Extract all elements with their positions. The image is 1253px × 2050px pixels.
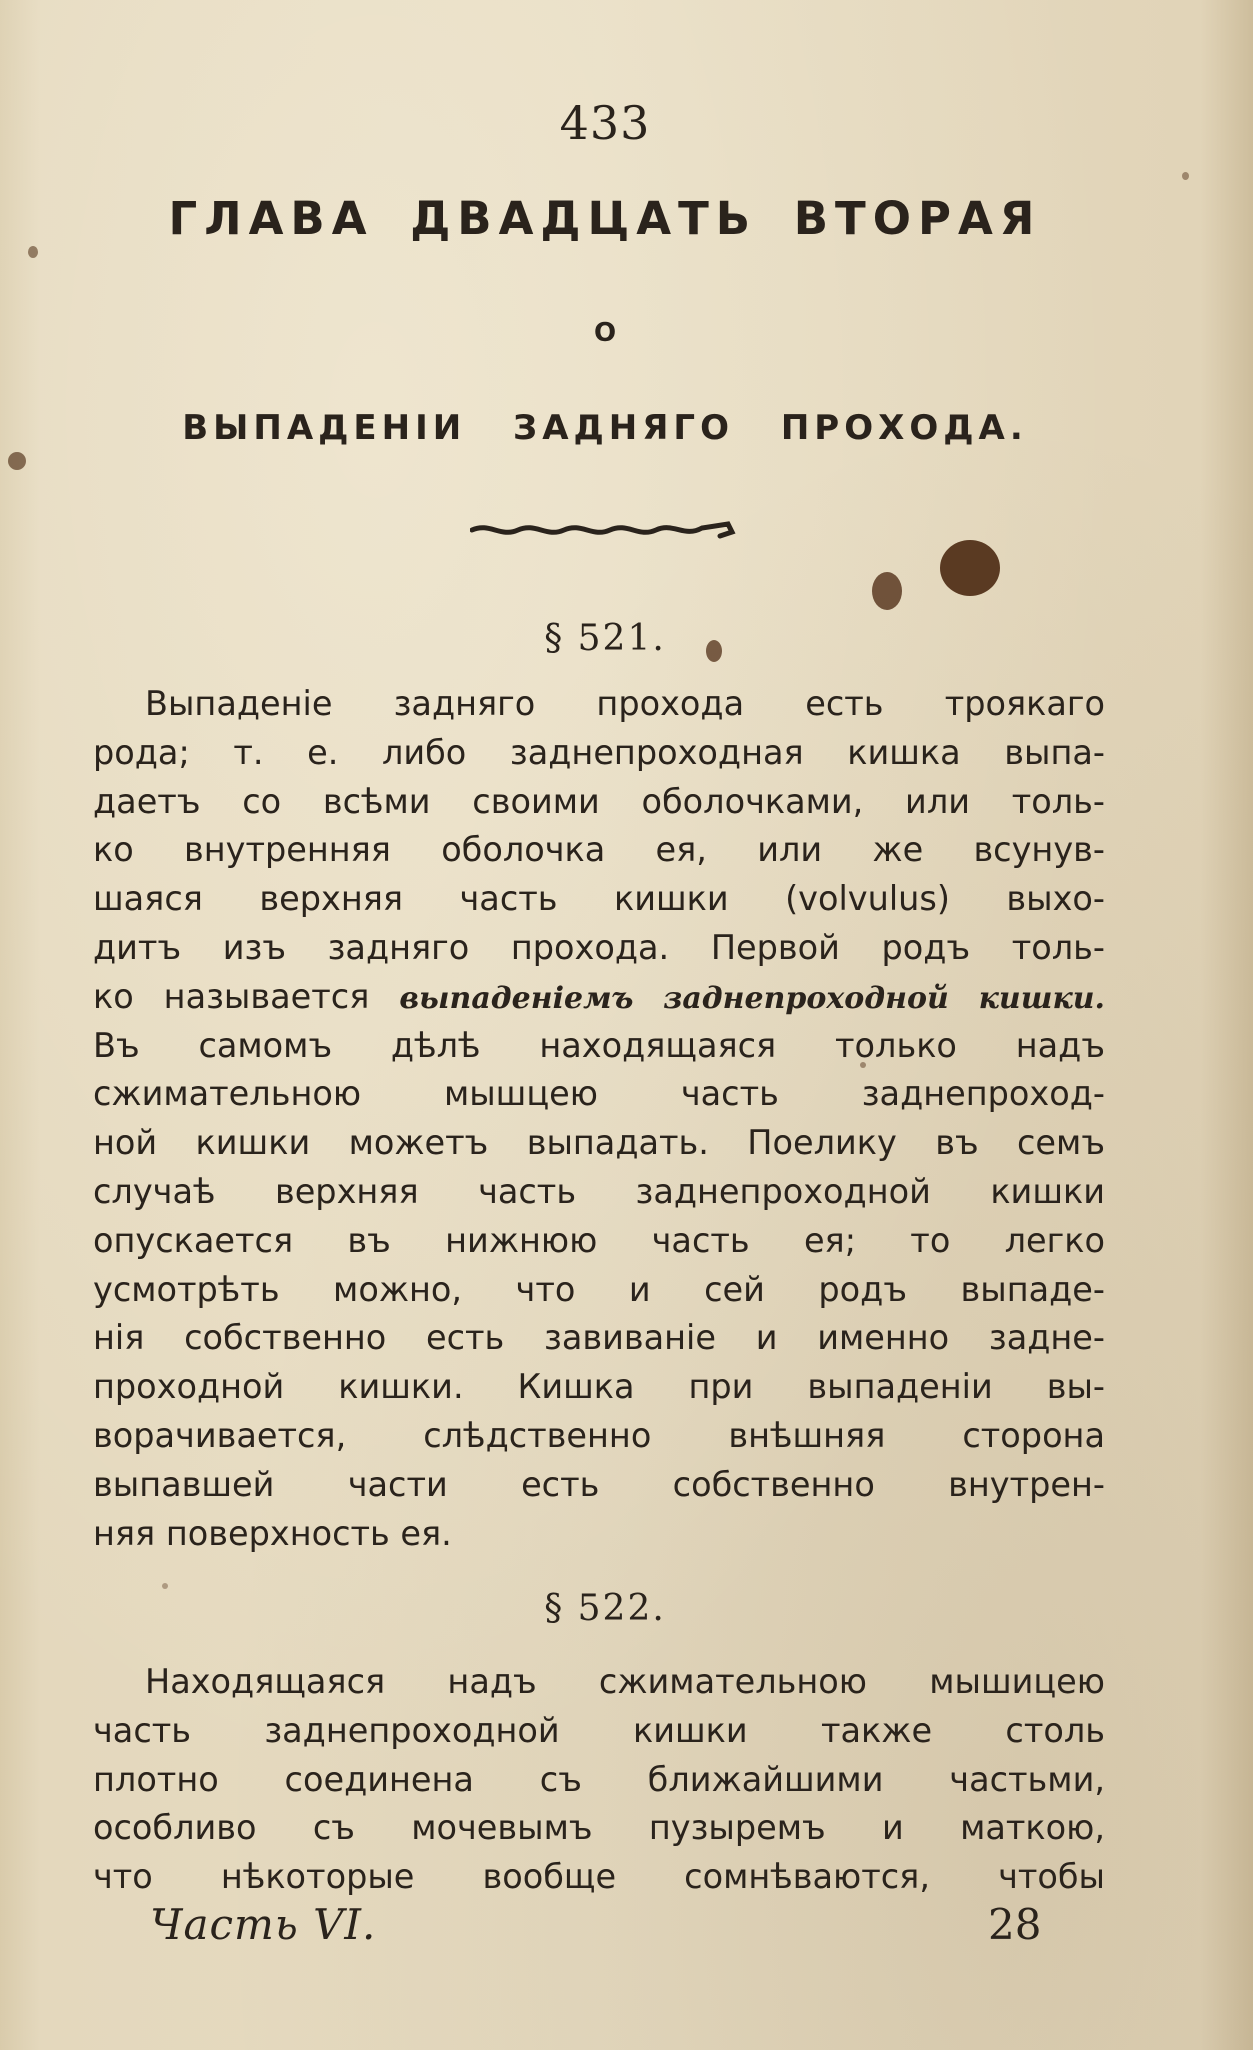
ink-stain: [8, 452, 26, 470]
text-line: усмотрѣть можно, что и сей родъ выпаде-: [93, 1269, 1105, 1309]
text-line: проходной кишки. Кишка при выпаденіи вы-: [93, 1367, 1105, 1407]
text-line: что нѣкоторые вообще сомнѣваются, чтобы: [93, 1857, 1105, 1897]
ornament-divider: [470, 510, 770, 550]
chapter-title: ГЛАВА ДВАДЦАТЬ ВТОРАЯ: [168, 192, 1042, 245]
text-line-with-italic: [93, 973, 1105, 1022]
text-line: ворачивается, слѣдственно внѣшняя сторона: [93, 1415, 1105, 1455]
text-line: ной кишки можетъ выпадать. Поелику въ семъ: [93, 1123, 1105, 1163]
text-line: выпавшей части есть собственно внутрен-: [93, 1464, 1105, 1504]
text-line: опускается въ нижнюю часть ея; то легко: [93, 1220, 1105, 1260]
text-fragment: ко называется: [93, 976, 370, 1016]
text-line: нія собственно есть завиваніе и именно задне-: [93, 1318, 1105, 1358]
text-line: сжимательною мышцею часть заднепроход-: [93, 1074, 1105, 1114]
text-line: часть заднепроходной кишки также столь: [93, 1710, 1105, 1750]
section-mark-521: § 521.: [544, 618, 666, 659]
paragraph-521: [93, 680, 1105, 1558]
text-line: Выпаденіе задняго прохода есть троякаго: [145, 684, 1105, 723]
signature-number: 28: [988, 1900, 1042, 1949]
chapter-subtitle: ВЫПАДЕНІИ ЗАДНЯГО ПРОХОДА.: [182, 408, 1028, 448]
text-line: особливо съ мочевымъ пузыремъ и маткою,: [93, 1808, 1105, 1848]
italic-term: выпаденіемъ заднепроходной кишки.: [399, 980, 1106, 1016]
ink-stain: [28, 246, 38, 258]
text-line: рода; т. е. либо заднепроходная кишка выпа-: [93, 732, 1105, 772]
text-line: плотно соединена съ ближайшими частьми,: [93, 1759, 1105, 1799]
ink-stain: [1182, 172, 1189, 180]
text-line: случаѣ верхняя часть заднепроходной кишки: [93, 1171, 1105, 1211]
paragraph-522: [93, 1658, 1105, 1902]
ink-stain: [940, 540, 1000, 596]
text-line: дитъ изъ задняго прохода. Первой родъ толь-: [93, 927, 1105, 967]
signature-mark: Часть VI.: [150, 1900, 377, 1949]
text-line: Находящаяся надъ сжимательною мышицею: [145, 1662, 1105, 1701]
text-line: даетъ со всѣми своими оболочками, или толь-: [93, 781, 1105, 821]
text-line: шаяся верхняя часть кишки (volvulus) выхо-: [93, 879, 1105, 919]
text-line: ко внутренняя оболочка ея, или же всунув-: [93, 830, 1105, 870]
text-line: няя поверхность ея.: [93, 1513, 452, 1553]
chapter-preposition: О: [593, 318, 617, 348]
ink-stain: [872, 572, 902, 610]
page-number: 433: [559, 96, 651, 150]
text-line: Въ самомъ дѣлѣ находящаяся только надъ: [93, 1025, 1105, 1065]
section-mark-522: § 522.: [544, 1588, 666, 1629]
